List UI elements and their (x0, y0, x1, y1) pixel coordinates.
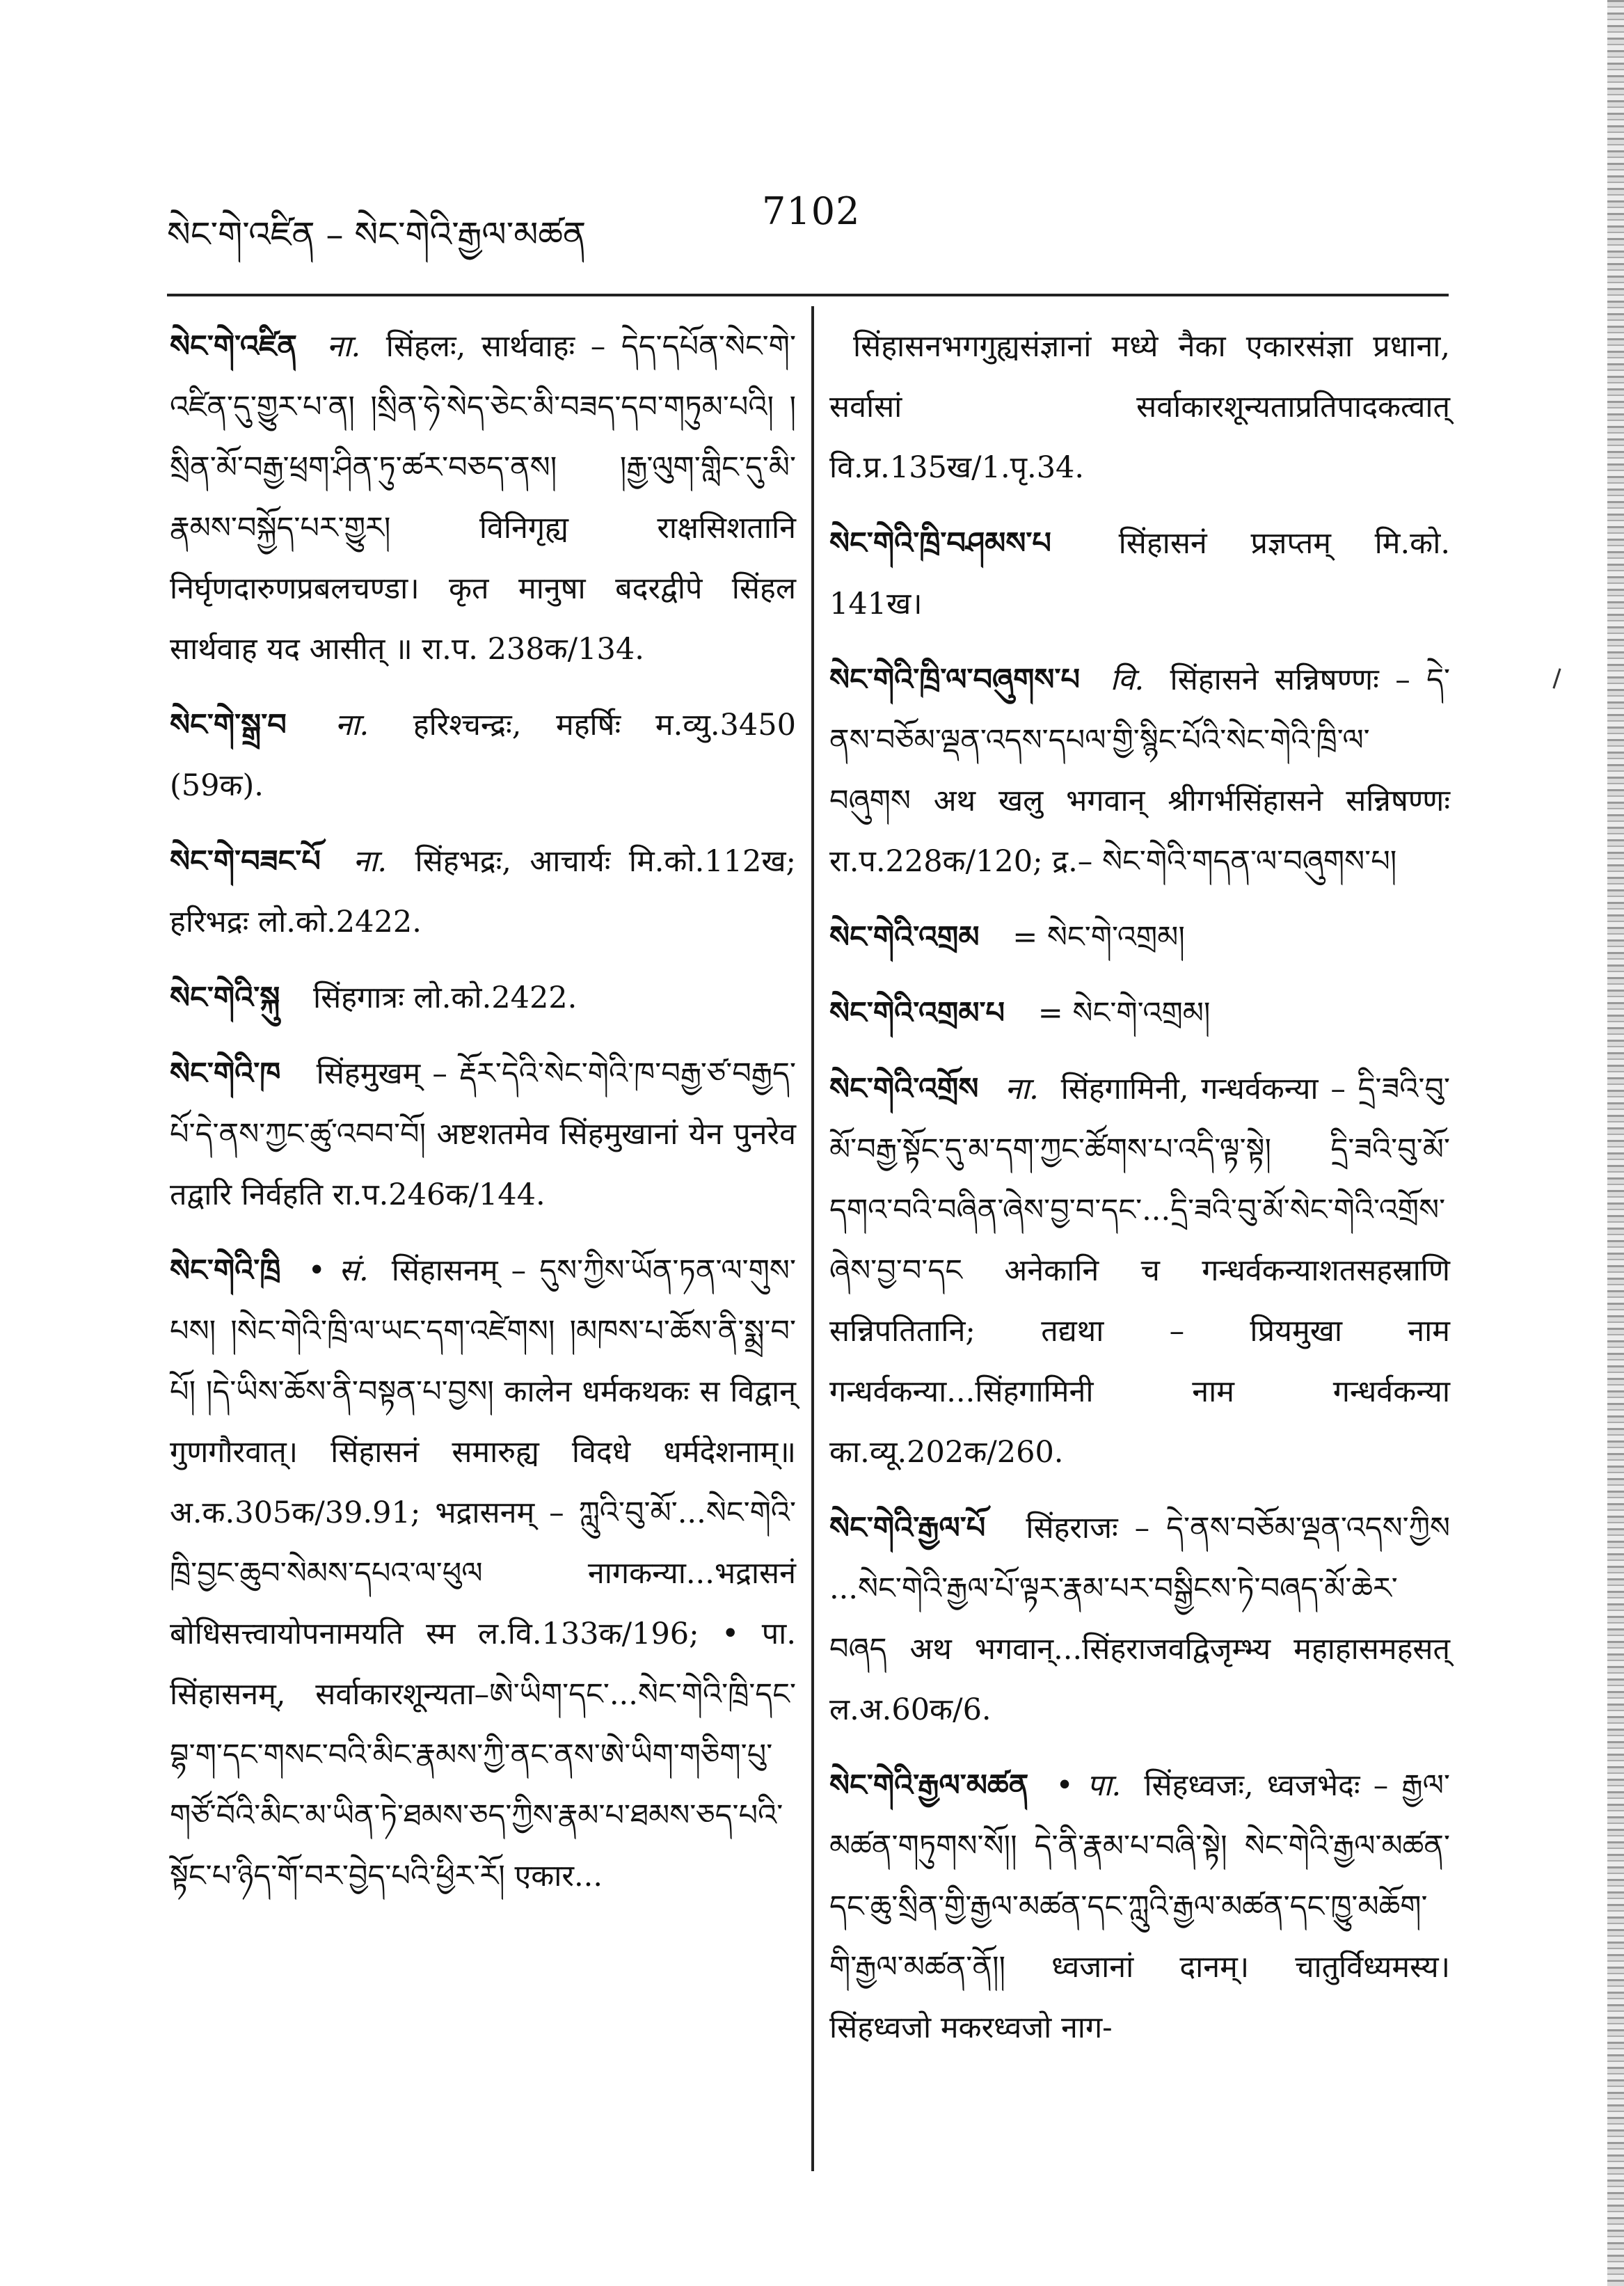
entry-headword: སེང་གེའི་ཁ (170, 1056, 281, 1091)
entry-text: सिंहलः, सार्थवाहः – དེད་དཔོན་སེང་གེ་འཛིན་དུ་གྱུར་པ་ན། །སྲིན་ཧེ་སེད་ཅེང་མི་བཟད་དབ་གཏུམ་པའི། །སྲིན་མོ་བརྒྱ་ཕྲག་ཤིན་ཏུ་ཚར་བཅད་ནས། །རྒྱ་ལུག་གླིང་དུ་མི་རྣམས་བསྐྱོད་པར་གྱུར། विनिगृह्य राक्षसिशतानि निर्घृणदारुणप्रबलचण्डा। कृत मानुषा बदरद्वीपे सिंहल सार्थवाह यद आसीत् ॥ रा.प. 238क/134. (170, 329, 796, 667)
entry-text: सिंहगात्रः लो.को.2422. (312, 981, 578, 1015)
dictionary-entry (829, 317, 1450, 498)
entry-text: सिंहासनं प्रज्ञप्तम् मि.को. 141ख। (829, 526, 1450, 621)
entry-text: सिंहमुखम् – རྡོར་དེའི་སེང་གེའི་ཁ་བརྒྱ་ཙ་བརྒྱད་པོ་དེ་ནས་ཀྱང་ཚུ་འབབ་བོ། अष्टशतमेव सिंहमुखानां येन पुनरेव तद्वारि निर्वहति रा.प.246क/144. (170, 1056, 796, 1212)
dictionary-entry (170, 1241, 796, 1907)
entry-tag: वि. (1110, 662, 1145, 697)
dictionary-entry (829, 650, 1450, 892)
entry-text: = སེང་གེ་འགྲམ། (1012, 920, 1185, 955)
dictionary-entry (170, 1044, 796, 1225)
entry-tag: ना. (353, 844, 388, 879)
entry-headword: སེང་གེའི་ཁྲི་བཤམས་པ (829, 526, 1051, 561)
entry-headword: སེང་གེའི་འགྲམ་པ (829, 996, 1005, 1031)
entry-headword: སེང་གེ་སྒྲ་བ (170, 708, 287, 743)
dictionary-entry (170, 832, 796, 953)
entry-headword: སེང་གེའི་རྒྱལ་མཚན (829, 1768, 1029, 1803)
entry-text: सिंहगामिनी, गन्धर्वकन्या – དྲི་ཟའི་བུ་མོ་བརྒྱ་སྟོང་དུ་མ་དག་ཀྱང་ཚོགས་པ་འདི་ལྟ་སྟེ། དྲི་ཟའི་བུ་མོ་དགའ་བའི་བཞིན་ཞེས་བྱ་བ་དང་...དྲི་ཟའི་བུ་མོ་སེང་གེའི་འགྲོས་ཞེས་བྱ་བ་དང अनेकानि च गन्धर्वकन्याशतसहस्राणि सन्निपतितानि; तद्यथा – प्रियमुखा नाम गन्धर्वकन्या...सिंहगामिनी नाम गन्धर्वकन्या का.व्यू.202क/260. (829, 1072, 1450, 1470)
entry-text: सिंहध्वजः, ध्वजभेदः – རྒྱལ་མཚན་གཏུགས་སོ།། དེ་ནི་རྣམ་པ་བཞི་སྟེ། སེང་གེའི་རྒྱལ་མཚན་དང་ཆུ་སྲིན་གྱི་རྒྱལ་མཚན་དང་ཀླུའི་རྒྱལ་མཚན་དང་ཁྱུ་མཆོག་གི་རྒྱལ་མཚན་ནོ།། ध्वजानां दानम्। चातुर्विध्यमस्य। सिंहध्वजो मकरध्वजो नाग- (829, 1768, 1451, 2045)
entry-text: सिंहासनभगगुह्यसंज्ञानां मध्ये नैका एकारसंज्ञा प्रधाना, सर्वासां सर्वाकारशून्यताप्रतिपादकत्वात् वि.प्र.135ख/1.पृ.34. (829, 329, 1450, 485)
dictionary-entry (829, 1059, 1450, 1483)
dictionary-entry (829, 1498, 1450, 1740)
entry-headword: སེང་གེའི་འགྲོས (829, 1072, 979, 1106)
stray-mark (1552, 668, 1561, 688)
entry-text: सिंहभद्रः, आचार्यः मि.को.112ख; हरिभद्रः लो.को.2422. (170, 844, 796, 939)
entry-tag: ना. (1005, 1072, 1039, 1106)
right-column (829, 317, 1450, 2074)
entry-tag: • पा. (1056, 1768, 1122, 1803)
dictionary-entry (829, 1756, 1450, 2058)
entry-text: = སེང་གེ་འགྲམ། (1037, 996, 1211, 1031)
entry-headword: སེང་གེའི་འགྲམ (829, 920, 980, 955)
column-divider (811, 306, 814, 2171)
left-column (170, 317, 796, 1922)
entry-text: सिंहासने सन्निषण्णः – དེ་ནས་བཅོམ་ལྡན་འདས་དཔལ་གྱི་སྙིང་པོའི་སེང་གེའི་ཁྲི་ལ་བཞུགས अथ खलु भगवान् श्रीगर्भसिंहासने सन्निषण्णः रा.प.228क/120; द्र.– སེང་གེའི་གདན་ལ་བཞུགས་པ། (829, 662, 1451, 879)
dictionary-entry (829, 514, 1450, 635)
dictionary-entry (170, 695, 796, 816)
entry-headword: སེང་གེའི་རྒྱལ་པོ (829, 1511, 986, 1546)
entry-text: सिंहराजः – དེ་ནས་བཅོམ་ལྡན་འདས་ཀྱིས ...སེང་གེའི་རྒྱལ་པོ་ལྟར་རྣམ་པར་བསྒྱིངས་ཏེ་བཞད་མོ་ཆེར་བཞད अथ भगवान्...सिंहराजवद्विजृम्भ्य महाहासमहसत् ल.अ.60क/6. (829, 1511, 1450, 1727)
entry-tag: ना. (326, 329, 361, 364)
dictionary-entry (170, 317, 796, 680)
entry-headword: སེང་གེའི་ཁྲི་ལ་བཞུགས་པ (829, 662, 1081, 697)
entry-tag: ना. (335, 708, 369, 743)
entry-text: सिंहासनम् – དུས་ཀྱིས་ཡོན་ཏན་ལ་གུས་པས། །སེང་གེའི་ཁྲི་ལ་ཡང་དག་འཛེགས། །མཁས་པ་ཆོས་ནི་སྨྲ་བ་པོ། །དེ་ཡིས་ཆོས་ནི་བསྟན་པ་བྱས། कालेन धर्मकथकः स विद्वान् गुणगौरवात्। सिंहासनं समारुह्य विदधे धर्मदेशनाम्॥ अ.क.305क/39.91; भद्रासनम् – ཀླུའི་བུ་མོ་...སེང་གེའི་ཁྲི་བྱང་ཆུབ་སེམས་དཔའ་ལ་ཕུལ नागकन्या...भद्रासनं बोधिसत्त्वायोपनामयति स्म ल.वि.133क/196; • पा. सिंहासनम्, सर्वाकारशून्यता–ཨེ་ཡིག་དང་...སེང་གེའི་ཁྲི་དང་བྷ་ག་དང་གསང་བའི་མིང་རྣམས་ཀྱི་ནང་ནས་ཨེ་ཡིག་གཅིག་པུ་གཙོ་བོའི་མིང་མ་ཡིན་ཏེ་ཐམས་ཅད་ཀྱིས་རྣམ་པ་ཐམས་ཅད་པའི་སྟོང་པ་ཉིད་གོ་བར་བྱེད་པའི་ཕྱིར་རོ། एकार... (170, 1253, 796, 1894)
scan-edge-artifact (1607, 0, 1624, 2286)
entry-headword: སེང་གེའི་ཁྲི (170, 1253, 281, 1288)
dictionary-entry (170, 968, 796, 1029)
entry-headword: སེང་གེ་བཟང་པོ (170, 844, 321, 879)
dictionary-entry (829, 983, 1450, 1044)
entry-headword: སེང་གེའི་སྐུ (170, 981, 280, 1015)
header-rule (167, 294, 1449, 296)
entry-headword: སེང་གེ་འཛིན (170, 329, 297, 364)
entry-text: हरिश्चन्द्रः, महर्षिः म.व्यु.3450 (59क). (170, 708, 796, 803)
page-number: 7102 (762, 189, 861, 233)
dictionary-entry (829, 907, 1450, 968)
running-header: སེང་གེ་འཛིན – སེང་གེའི་རྒྱལ་མཚན (167, 214, 587, 255)
entry-tag: • सं. (308, 1253, 369, 1288)
